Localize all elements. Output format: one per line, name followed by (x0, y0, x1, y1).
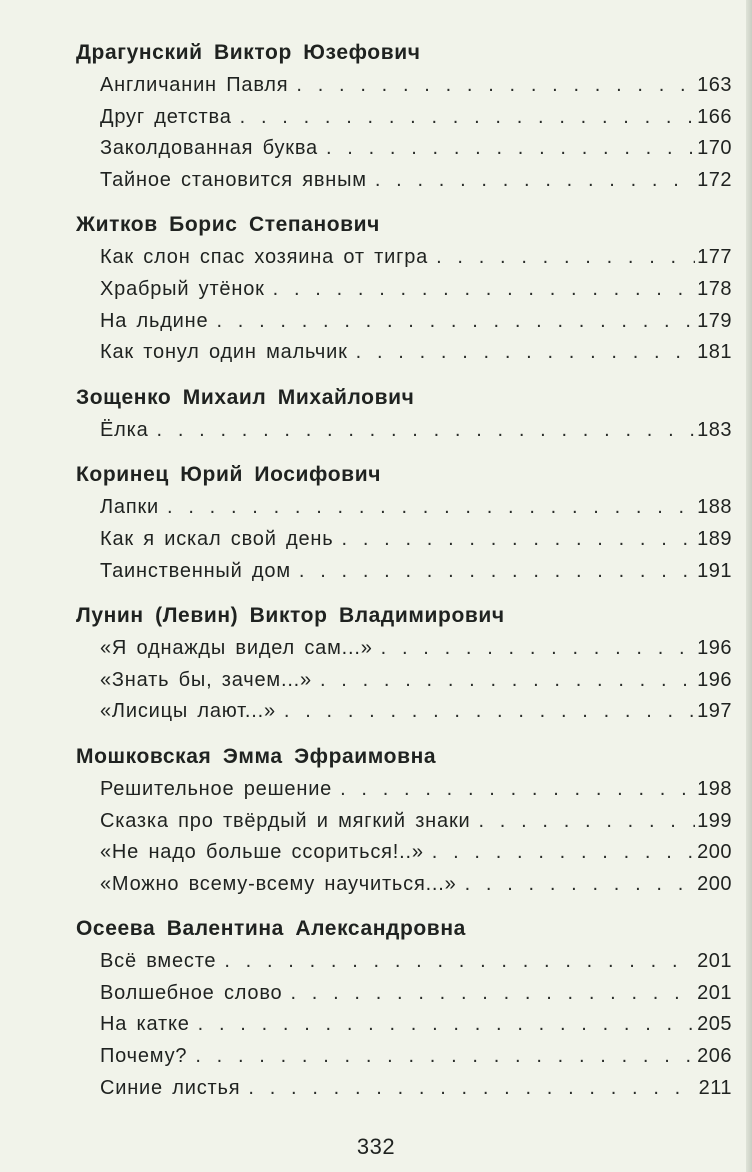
toc-section (76, 912, 732, 1104)
dot-leader (340, 774, 695, 806)
dot-leader (296, 70, 695, 102)
dot-leader (478, 806, 695, 838)
entry-title: Всё вместе (100, 950, 217, 973)
entry-page: 170 (697, 137, 732, 160)
entry-title: «Лисицы лают...» (100, 700, 276, 723)
entry-title: Лапки (100, 496, 159, 519)
dot-leader (432, 837, 695, 869)
entry-page: 188 (697, 496, 732, 519)
dot-leader (195, 1041, 695, 1073)
dot-leader (356, 337, 695, 369)
dot-leader (284, 696, 695, 728)
dot-leader (224, 946, 695, 978)
entry-title: «Не надо больше ссориться!..» (100, 841, 424, 864)
toc-entry (76, 946, 732, 978)
entry-page: 191 (697, 559, 732, 582)
toc-entry (76, 665, 732, 697)
table-of-contents (76, 36, 732, 1116)
dot-leader (436, 242, 695, 274)
toc-entry (76, 306, 732, 338)
entry-page: 196 (697, 637, 732, 660)
entry-title: Сказка про твёрдый и мягкий знаки (100, 809, 471, 832)
entry-page: 166 (697, 105, 732, 128)
entry-page: 172 (697, 168, 732, 191)
toc-entry (76, 696, 732, 728)
toc-entry (76, 774, 732, 806)
author-heading: Житков Борис Степанович (76, 213, 380, 237)
entry-title: Друг детства (100, 105, 232, 128)
entry-title: Как слон спас хозяина от тигра (100, 246, 429, 269)
entry-title: Храбрый утёнок (100, 277, 265, 300)
toc-section (76, 381, 732, 447)
dot-leader (299, 556, 695, 588)
entry-title: «Знать бы, зачем...» (100, 668, 312, 691)
entry-page: 189 (697, 527, 732, 550)
entry-title: «Я однажды видел сам...» (100, 637, 373, 660)
toc-entry (76, 869, 732, 901)
entry-title: Тайное становится явным (100, 168, 367, 191)
dot-leader (375, 165, 695, 197)
toc-section (76, 740, 732, 900)
entry-title: На катке (100, 1013, 190, 1036)
entry-page: 201 (697, 950, 732, 973)
author-heading: Лунин (Левин) Виктор Владимирович (76, 604, 505, 628)
dot-leader (167, 492, 695, 524)
entry-title: Ёлка (100, 418, 149, 441)
entry-title: Англичанин Павля (100, 74, 289, 96)
toc-entry (76, 492, 732, 524)
dot-leader (157, 415, 696, 447)
entry-title: На льдине (100, 309, 209, 332)
dot-leader (240, 102, 695, 134)
dot-leader (248, 1073, 696, 1105)
toc-entry (76, 1073, 732, 1105)
toc-entry (76, 806, 732, 838)
entry-page: 198 (697, 777, 732, 800)
toc-section (76, 36, 732, 196)
toc-entry (76, 1009, 732, 1041)
toc-entry (76, 556, 732, 588)
entry-page: 181 (697, 341, 732, 364)
entry-title: Таинственный дом (100, 559, 291, 582)
page-number: 332 (356, 1134, 396, 1159)
dot-leader (342, 524, 696, 556)
entry-page: 183 (697, 418, 732, 441)
toc-entry (76, 102, 732, 134)
entry-page: 211 (698, 1076, 732, 1099)
toc-entry (76, 633, 732, 665)
entry-title: Заколдованная буква (100, 137, 318, 160)
toc-section (76, 208, 732, 368)
dot-leader (326, 133, 695, 165)
toc-entry (76, 837, 732, 869)
dot-leader (465, 869, 696, 901)
dot-leader (290, 978, 695, 1010)
dot-leader (198, 1009, 695, 1041)
entry-page: 179 (697, 309, 732, 332)
toc-entry (76, 133, 732, 165)
entry-page: 197 (697, 700, 732, 723)
entry-page: 177 (697, 246, 732, 269)
toc-entry (76, 274, 732, 306)
entry-page: 178 (697, 277, 732, 300)
entry-page: 199 (697, 809, 732, 832)
author-heading: Осеева Валентина Александровна (76, 917, 466, 941)
entry-page: 200 (697, 872, 732, 895)
entry-title: Решительное решение (100, 777, 333, 800)
dot-leader (320, 665, 695, 697)
entry-title: «Можно всему-всему научиться...» (100, 872, 457, 895)
entry-title: Почему? (100, 1045, 188, 1068)
toc-entry (76, 978, 732, 1010)
dot-leader (273, 274, 695, 306)
toc-entry (76, 165, 732, 197)
author-heading: Коринец Юрий Иосифович (76, 463, 381, 487)
entry-page: 201 (697, 981, 732, 1004)
toc-entry (76, 415, 732, 447)
toc-entry (76, 524, 732, 556)
entry-title: Синие листья (100, 1076, 241, 1099)
toc-entry (76, 1041, 732, 1073)
entry-page: 196 (697, 668, 732, 691)
entry-page: 206 (697, 1045, 732, 1068)
dot-leader (381, 633, 695, 665)
author-heading: Драгунский Виктор Юзефович (76, 41, 421, 64)
toc-entry (76, 70, 732, 102)
entry-title: Волшебное слово (100, 981, 283, 1004)
page-edge (746, 0, 752, 1172)
toc-section (76, 458, 732, 587)
author-heading: Мошковская Эмма Эфраимовна (76, 744, 437, 768)
toc-entry (76, 242, 732, 274)
toc-section (76, 599, 732, 728)
toc-entry (76, 337, 732, 369)
entry-title: Как тонул один мальчик (100, 341, 348, 364)
entry-page: 163 (697, 74, 732, 96)
dot-leader (216, 306, 695, 338)
author-heading: Зощенко Михаил Михайлович (76, 385, 415, 409)
entry-title: Как я искал свой день (100, 527, 334, 550)
entry-page: 200 (697, 841, 732, 864)
entry-page: 205 (697, 1013, 732, 1036)
